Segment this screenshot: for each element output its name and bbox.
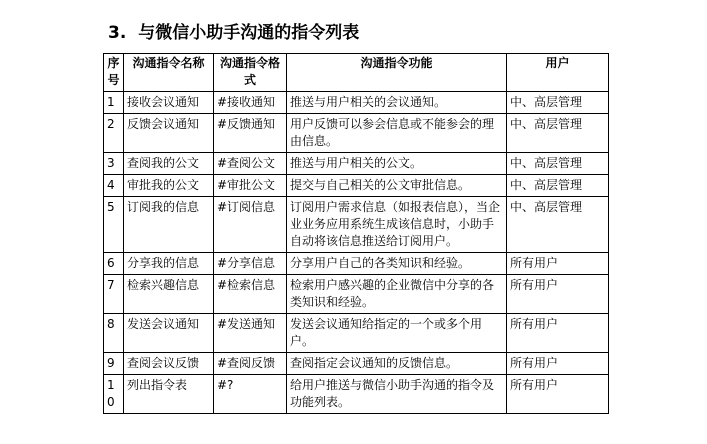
row-name: 分享我的信息 (124, 253, 214, 275)
table-row (104, 92, 609, 114)
row-no: 1 (104, 92, 124, 114)
row-function: 给用户推送与微信小助手沟通的指令及功能列表。 (287, 375, 507, 414)
table-row (104, 175, 609, 197)
row-format: #? (214, 375, 287, 414)
table-row (104, 114, 609, 153)
row-user: 所有用户 (507, 353, 609, 375)
row-name: 检索兴趣信息 (124, 275, 214, 314)
table-row (104, 375, 609, 414)
row-user: 中、高层管理 (507, 175, 609, 197)
row-format: #订阅信息 (214, 197, 287, 253)
row-no: 7 (104, 275, 124, 314)
row-function: 检索用户感兴趣的企业微信中分享的各类知识和经验。 (287, 275, 507, 314)
row-user: 中、高层管理 (507, 197, 609, 253)
row-function: 查阅指定会议通知的反馈信息。 (287, 353, 507, 375)
table-row (104, 197, 609, 253)
header-no: 序号 (104, 54, 124, 92)
row-function: 分享用户自己的各类知识和经验。 (287, 253, 507, 275)
row-format: #分享信息 (214, 253, 287, 275)
table-row (104, 253, 609, 275)
row-name: 查阅我的公文 (124, 153, 214, 175)
row-format: #反馈通知 (214, 114, 287, 153)
row-name: 审批我的公文 (124, 175, 214, 197)
row-name: 查阅会议反馈 (124, 353, 214, 375)
row-name: 发送会议通知 (124, 314, 214, 353)
row-function: 推送与用户相关的会议通知。 (287, 92, 507, 114)
table-row (104, 275, 609, 314)
row-user: 中、高层管理 (507, 92, 609, 114)
row-name: 接收会议通知 (124, 92, 214, 114)
row-function: 提交与自己相关的公文审批信息。 (287, 175, 507, 197)
table-row (104, 153, 609, 175)
row-function: 订阅用户需求信息（如报表信息），当企业业务应用系统生成该信息时，小助手自动将该信息推送给订阅用户。 (287, 197, 507, 253)
row-function: 用户反馈可以参会信息或不能参会的理由信息。 (287, 114, 507, 153)
section-heading (108, 18, 359, 43)
row-no: 9 (104, 353, 124, 375)
section-title: 与微信小助手沟通的指令列表 (138, 23, 360, 43)
command-table (103, 53, 609, 414)
row-no: 6 (104, 253, 124, 275)
row-user: 所有用户 (507, 253, 609, 275)
header-function: 沟通指令功能 (287, 54, 507, 92)
row-no: 8 (104, 314, 124, 353)
table-header-row (104, 54, 609, 92)
table-row (104, 314, 609, 353)
row-format: #查阅公文 (214, 153, 287, 175)
row-user: 中、高层管理 (507, 153, 609, 175)
row-function: 发送会议通知给指定的一个或多个用户。 (287, 314, 507, 353)
section-number: 3. (108, 23, 127, 43)
header-format: 沟通指令格式 (214, 54, 287, 92)
table-row (104, 353, 609, 375)
row-no: 2 (104, 114, 124, 153)
row-format: #查阅反馈 (214, 353, 287, 375)
row-format: #审批公文 (214, 175, 287, 197)
row-user: 中、高层管理 (507, 114, 609, 153)
row-user: 所有用户 (507, 275, 609, 314)
row-user: 所有用户 (507, 314, 609, 353)
row-name: 订阅我的信息 (124, 197, 214, 253)
row-name: 反馈会议通知 (124, 114, 214, 153)
row-no: 5 (104, 197, 124, 253)
header-name: 沟通指令名称 (124, 54, 214, 92)
row-no: 4 (104, 175, 124, 197)
row-function: 推送与用户相关的公文。 (287, 153, 507, 175)
header-user: 用户 (507, 54, 609, 92)
row-no: 3 (104, 153, 124, 175)
row-format: #检索信息 (214, 275, 287, 314)
row-user: 所有用户 (507, 375, 609, 414)
row-name: 列出指令表 (124, 375, 214, 414)
row-format: #发送通知 (214, 314, 287, 353)
row-format: #接收通知 (214, 92, 287, 114)
row-no: 10 (104, 375, 124, 414)
